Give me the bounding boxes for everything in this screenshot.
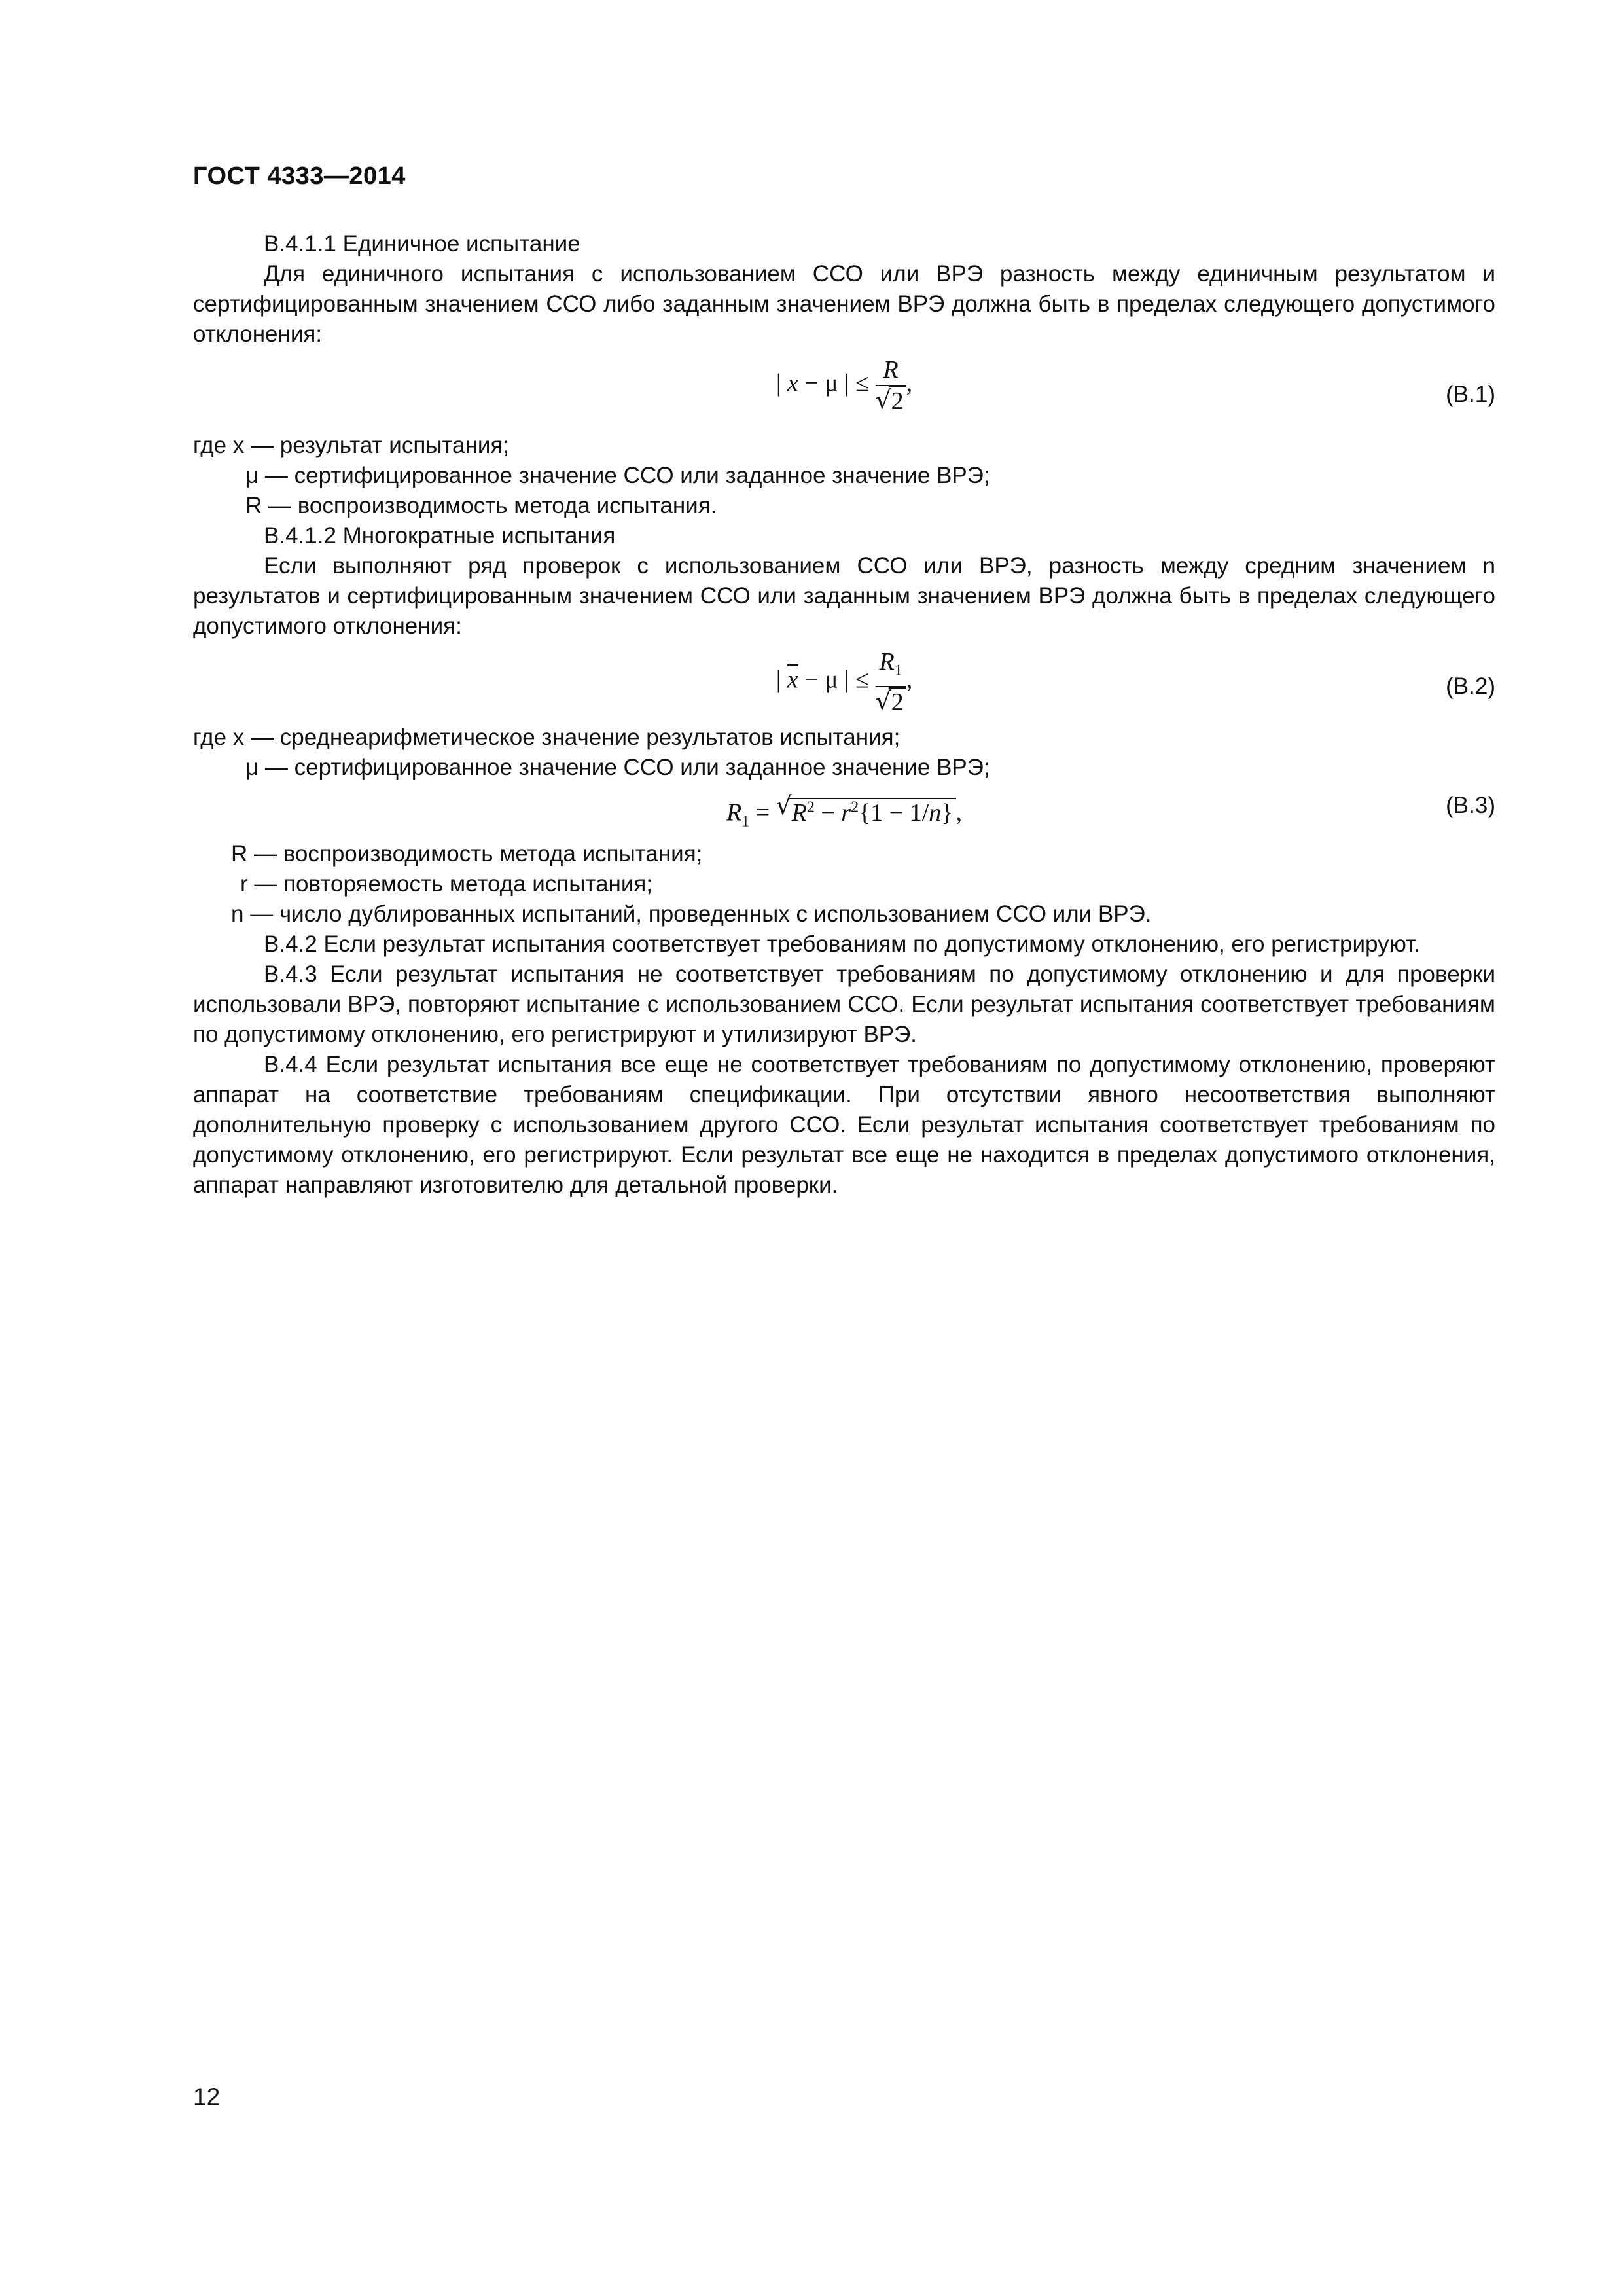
where-n: n — число дублированных испытаний, проведенных с использованием ССО или ВРЭ. — [231, 901, 1152, 927]
where-xbar: где x — среднеарифметическое значение результатов испытания; — [193, 725, 901, 750]
equation-b1 — [193, 355, 1495, 431]
equation-b3-number: (В.3) — [1446, 793, 1495, 818]
section-b43: В.4.3 Если результат испытания не соответствует требованиям по допустимому отклонению и для проверки использовали ВРЭ, повторяют испытание с использованием ССО. Если результат испытания соответствует требованиям по допустимому отклонению, его регистрируют и утилизируют ВРЭ. — [193, 961, 1495, 1047]
equation-b2 — [193, 647, 1495, 723]
where-r: r — повторяемость метода испытания; — [240, 871, 653, 897]
where-mu: μ — сертифицированное значение ССО или заданное значение ВРЭ; — [245, 463, 990, 488]
where-x: где x — результат испытания; — [193, 433, 510, 458]
section-b42: В.4.2 Если результат испытания соответствует требованиям по допустимому отклонению, его регистрируют. — [264, 931, 1420, 957]
where-mu-2: μ — сертифицированное значение ССО или заданное значение ВРЭ; — [245, 755, 990, 780]
section-b412-title: В.4.1.2 Многократные испытания — [264, 523, 616, 548]
where-R: R — воспроизводимость метода испытания. — [245, 493, 717, 518]
page-number: 12 — [193, 2083, 221, 2110]
equation-b2-number: (В.2) — [1446, 673, 1495, 699]
section-b411-title: В.4.1.1 Единичное испытание — [264, 231, 580, 257]
section-b411-paragraph: Для единичного испытания с использованием ССО или ВРЭ разность между единичным результатом и сертифицированным значением ССО либо заданным значением ВРЭ должна быть в пределах следующего допустимого отклонения: — [193, 261, 1495, 347]
equation-b1-number: (В.1) — [1446, 382, 1495, 407]
document-body — [193, 229, 1495, 1200]
equation-b3 — [193, 783, 1495, 839]
where-R-2: R — воспроизводимость метода испытания; — [231, 841, 703, 867]
equation-b3-formula: $R_1$ = √ $R^2 - r^2\{1 - 1/n\}$ , — [726, 792, 962, 870]
equation-b2-formula: | $\overline{x} - \mu$ | ≤ $R_1$ √ 2 , — [776, 647, 912, 725]
section-b412-paragraph: Если выполняют ряд проверок с использованием ССО или ВРЭ, разность между средним значением n результатов и сертифицированным значением ССО или заданным значением ВРЭ должна быть в пределах следующего допустимого отклонения: — [193, 553, 1495, 639]
section-b44: В.4.4 Если результат испытания все еще не соответствует требованиям по допустимому отклонению, проверяют аппарат на соответствие требованиям спецификации. При отсутствии явного несоответствия выполняют дополнительную проверку с использованием другого ССО. Если результат испытания соответствует требованиям по допустимому отклонению, его регистрируют. Если результат все еще не находится в пределах допустимого отклонения, аппарат направляют изготовителю для детальной проверки. — [193, 1052, 1495, 1198]
document-header: ГОСТ 4333—2014 — [193, 162, 406, 190]
equation-b1-formula: | x − μ | ≤ R √ 2 , — [776, 355, 912, 433]
